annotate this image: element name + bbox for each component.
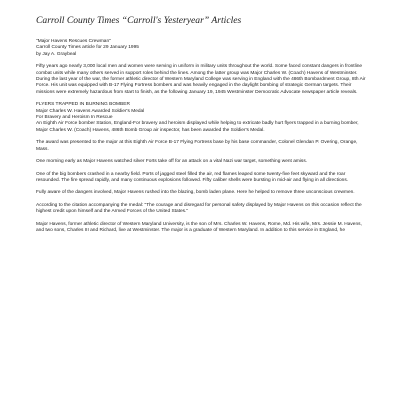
article-paragraph: Major Havens, former athletic director of Western Maryland University, is the son of Mrs. Charles W. Havens, Rome, Md. His wife, Mrs. Jessie M. Havens, and two sons, Charles III and Richard, live at Westminster. The major is a graduate of Western Maryland. In addition to this service in England, he: [36, 221, 362, 233]
newspaper-subheadline-2: For Bravery and Heroism In Rescue: [36, 115, 113, 121]
article-byline: by Jay A. Graybeal: [36, 51, 77, 57]
article-body: [36, 39, 366, 240]
article-headline: "Major Havens Rescues Crewman": [36, 39, 111, 44]
article-paragraph: Fully aware of the dangers involved, Major Havens rushed into the blazing, bomb laden plane. Here he helped to remove three unconscious crewmen.: [36, 190, 355, 196]
article-paragraph: According to the citation accompanying the medal: "The courage and disregard for personal safety displayed by Major Havens on this occasion reflect the highest credit upon himself and the Armed Forces of the United States.": [36, 202, 362, 215]
article-paragraph: The award was presented to the major at this Eighth Air Force B-17 Flying Fortress base by his base commander, Colonel Glendan P. Overing, Orange, Mass.: [36, 140, 358, 152]
page-title: Carroll County Times “Carroll's Yesteryear” Articles: [36, 15, 242, 26]
newspaper-headline: FLYERS TRAPPED IN BURNING BOMBER: [36, 102, 130, 108]
article-paragraph: One of the big bombers crashed in a nearby field. Ports of jagged steel filled the air, red flames leaped some twenty-five feet skyward and the roar resounded. The fire spread rapidly, and many continuous explosions followed. Fifty caliber shells were bursting in mid-air and flying in all directions.: [36, 171, 349, 183]
article-source: Carroll County Times article for 29 January 1995: [36, 45, 139, 51]
newspaper-subheadline: Major Charles W. Havens Awarded Soldier's Medal: [36, 108, 145, 114]
intro-paragraph: Fifty years ago nearly 3,000 local men and women were serving in uniform in military units throughout the world. Some faced constant dangers in frontline combat units while many others served in support roles behind the lines. Among the latter group was Major Charles W. (Coach) Havens of Westminster. During the last year of the war, the former athletic director of Western Maryland College was serving in England with the 486th Bombardment Group, 8th Air Force. His unit was equipped with B-17 Flying Fortress bombers and was heavily engaged in the daylight bombing of strategic German targets. Their missions were extremely hazardous from start to finish, as the following January 19, 1945 Westminster Democratic Advocate newspaper article reveals.: [36, 64, 366, 95]
article-paragraph: One morning early as Major Havens watched silver Forts take off for an attack on a vital Nazi war target, something went amiss.: [36, 159, 308, 165]
article-paragraph: An Eighth Air Force bomber Station, England-For bravery and heroism displayed while helping to extricate badly hurt flyers trapped in a burning bomber, Major Charles W. (Coach) Havens, 486th Bomb Group air inspector, has been awarded the Soldier's Medal.: [36, 121, 359, 133]
